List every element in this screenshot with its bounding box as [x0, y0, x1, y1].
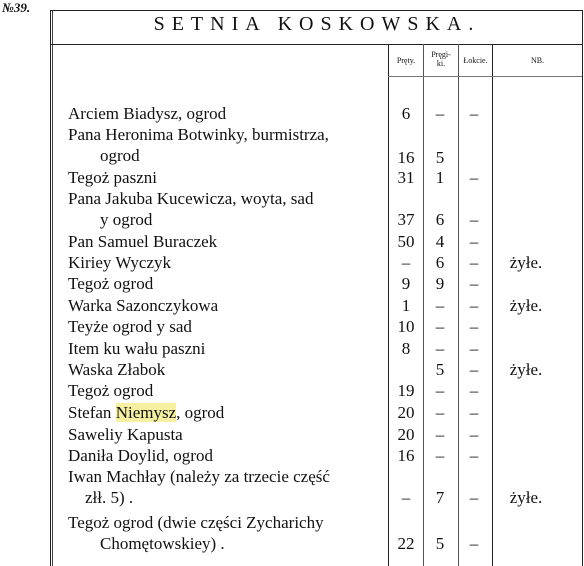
cell-lokcie: –	[469, 425, 479, 444]
cell-lokcie: –	[469, 339, 479, 358]
entry-name: Pan Samuel Buraczek	[68, 232, 218, 251]
cell-prety: 31	[397, 168, 415, 187]
entry-name: Teyże ogrod y sad	[68, 317, 192, 336]
cell-pregiki: 6	[435, 210, 445, 229]
cell-prety: 16	[397, 446, 415, 465]
section-title: SETNIA KOSKOWSKA.	[153, 13, 481, 35]
cell-lokcie: –	[469, 274, 479, 293]
cell-lokcie: –	[469, 253, 479, 272]
cell-lokcie: –	[469, 210, 479, 229]
entry-name: Iwan Machłay (należy za trzecie część	[68, 467, 330, 486]
cell-lokcie: –	[469, 488, 479, 507]
cell-prety: 16	[397, 148, 415, 167]
column-header-prety: Pręty.	[396, 56, 416, 65]
cell-nb: żyłe.	[509, 488, 543, 507]
cell-pregiki: 9	[435, 274, 445, 293]
page-number: №39.	[2, 0, 31, 15]
frame-left-line	[50, 10, 51, 566]
cell-pregiki: –	[435, 381, 445, 400]
cell-pregiki: –	[435, 339, 445, 358]
entry-name-part: , ogrod	[176, 403, 225, 422]
cell-prety: 10	[397, 317, 415, 336]
column-header-pregiki: Pręgi- ki.	[431, 50, 451, 68]
entry-name: Tegoż paszni	[68, 168, 157, 187]
entry-name-continued: złł. 5) .	[85, 488, 134, 507]
cell-pregiki: 7	[435, 488, 445, 507]
entry-name: Pana Heronima Botwinky, burmistrza,	[68, 125, 329, 144]
cell-lokcie: –	[469, 232, 479, 251]
entry-name-continued: Chomętowskiey) .	[100, 534, 225, 553]
cell-prety: –	[401, 253, 411, 272]
cell-prety: 8	[401, 339, 411, 358]
cell-prety: 20	[397, 425, 415, 444]
cell-prety: 6	[401, 104, 411, 123]
cell-prety: 1	[401, 296, 411, 315]
cell-pregiki: –	[435, 296, 445, 315]
cell-prety: 20	[397, 403, 415, 422]
cell-lokcie: –	[469, 360, 479, 379]
entry-name-part: Stefan	[68, 403, 116, 422]
cell-prety: 50	[397, 232, 415, 251]
entry-name: Saweliy Kapusta	[68, 425, 183, 444]
entry-name-continued: ogrod	[100, 146, 140, 165]
entry-name: Kiriey Wyczyk	[68, 253, 171, 272]
column-header-lokcie: Łokcie.	[463, 56, 488, 65]
entry-name: Tegoż ogrod (dwie części Zycharichy	[68, 513, 324, 532]
cell-pregiki: 5	[435, 148, 445, 167]
cell-prety: 19	[397, 381, 415, 400]
cell-prety: –	[401, 488, 411, 507]
cell-pregiki: –	[435, 317, 445, 336]
highlighted-surname: Niemysz	[115, 403, 177, 422]
entry-name: Tegoż ogrod	[68, 274, 154, 293]
cell-lokcie: –	[469, 317, 479, 336]
header-rule	[388, 76, 582, 77]
cell-lokcie: –	[469, 446, 479, 465]
title-rule	[50, 44, 583, 45]
entry-name	[68, 402, 390, 423]
cell-nb: żyłe.	[509, 296, 543, 315]
cell-lokcie: –	[469, 403, 479, 422]
column-separator	[492, 44, 493, 566]
cell-pregiki: 6	[435, 253, 445, 272]
cell-pregiki: 1	[435, 168, 445, 187]
frame-top-line	[50, 10, 583, 11]
cell-prety: 22	[397, 534, 415, 553]
cell-nb: żyłe.	[509, 360, 543, 379]
cell-lokcie: –	[469, 168, 479, 187]
cell-lokcie: –	[469, 296, 479, 315]
cell-pregiki: –	[435, 446, 445, 465]
frame-right-line	[582, 10, 583, 566]
cell-prety: 9	[401, 274, 411, 293]
entry-name: Warka Sazonczykowa	[68, 296, 219, 315]
frame-left-line-inner	[52, 10, 53, 566]
cell-lokcie: –	[469, 534, 479, 553]
entry-name: Waska Złabok	[68, 360, 166, 379]
entry-name: Tegoż ogrod	[68, 381, 154, 400]
entry-name: Daniła Doylid, ogrod	[68, 446, 213, 465]
cell-lokcie: –	[469, 381, 479, 400]
cell-pregiki: 4	[435, 232, 445, 251]
entry-name-continued: y ogrod	[100, 210, 153, 229]
cell-nb: żyłe.	[509, 253, 543, 272]
column-header-nb: NB.	[530, 56, 545, 65]
entry-name: Pana Jakuba Kucewicza, woyta, sad	[68, 189, 314, 208]
cell-prety: 37	[397, 210, 415, 229]
entry-name: Item ku wału paszni	[68, 339, 206, 358]
cell-pregiki: 5	[435, 534, 445, 553]
cell-pregiki: –	[435, 403, 445, 422]
cell-lokcie: –	[469, 104, 479, 123]
entry-name: Arciem Biadysz, ogrod	[68, 104, 227, 123]
cell-pregiki: –	[435, 104, 445, 123]
cell-pregiki: 5	[435, 360, 445, 379]
cell-pregiki: –	[435, 425, 445, 444]
